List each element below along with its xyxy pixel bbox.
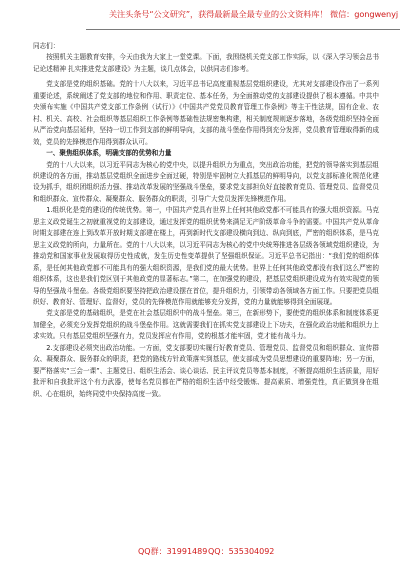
paragraph: 党的十八大以来，以习近平同志为核心的党中央，以提升组织力为重点，突出政治功能，把党的领导落实到基层组织建设的各方面，推动基层党组织全面进步全面过硬，特别是牢固树立大抓基层的鲜明导向，以党支部标准化规范化建设为抓手，组织团组织活力强、推动改革发展的坚强战斗堡垒，要求党支部担负好直接教育党员、管理党员、监督党员和组织群众、宣传群众、凝聚群众、服务群众的职责，引导广大党员发挥先锋模范作用。 bbox=[33, 160, 379, 203]
paragraph: 党支部是党的基础组织，是党在社会基层组织中的战斗堡垒。第三，在新形势下，要使党的组织体系和制度体系更加健全，必须充分发挥党组织的战斗堡垒作用。这就需要我们在抓实党支部建设上下功夫，在强化政治功能和组织力上求实效。只有基层党组织坚强有力，党员发挥应有作用，党的根基才能牢固，党才能有战斗力。 bbox=[33, 309, 379, 341]
greeting: 同志们： bbox=[33, 42, 60, 50]
section-heading: 一、聚焦组织体系，明确支部的优势和力量 bbox=[46, 149, 172, 158]
header-banner-text: 关注头条号“公文研究”，获得最新最全最专业的公文资料库！ 微信：gongwenyj bbox=[108, 9, 398, 19]
paragraph: 按照机关主题教育安排，今天由我为大家上一堂党课。下面，我围绕机关党支部工作实际，以《深入学习领会总书记论述精神 扎实推进党支部建设》为主题，谈几点体会，以供同志们参考。 bbox=[33, 53, 379, 73]
paragraph: 党支部是党的组织基础。党的十八大以来，习近平总书记高度重视基层党组织建设，尤其对支部建设作出了一系列重要论述，系统阐述了党支部的地位和作用、职责定位、基本任务，为全面推动党的支部建设提供了根本遵循。中共中央颁布实施《中国共产党支部工作条例（试行）》《中国共产党党员教育管理工作条例》等主干性法规，国有企业、农村、机关、高校、社会组织等基层组织工作条例等基础性法规密集构建，相关制度规则逐步落地，各级党组织坚持全面从严治党向基层延伸，坚持一切工作到支部的鲜明导向，支部的战斗堡垒作用得到充分发挥，党员教育管理取得新的成效，党员的先锋模范作用得到群众认可。 bbox=[33, 80, 379, 146]
paragraph: 2.支部建设必须突出政治功能。一方面，党支部要切实履行好教育党员、管理党员、监督党员和组织群众、宣传群众、凝聚群众、服务群众的职责，把党的路线方针政策落实到基层，使支部成为党员思想建设的重要阵地；另一方面，要严格落实“三会一课”、主题党日、组织生活会、谈心谈话、民主评议党员等基本制度，不断提高组织生活质量，用好批评和自我批评这个有力武器，使每名党员都在严格的组织生活中经受锻炼、提高素质、增强党性，真正做到身在组织、心在组织，始终同党中央保持高度一致。 bbox=[33, 343, 379, 398]
footer-qq-contact: QQ：535304092 bbox=[208, 547, 275, 556]
document-body bbox=[33, 41, 379, 400]
footer-qq-group: QQ群：31991489 bbox=[138, 547, 208, 556]
paragraph: 1.组织化是党的建设的传统优势。第一，中国共产党具有世界上任何其他政党都不可能具有的强大组织资源。马克思主义政党诞生之初就重视党的支部建设，通过发挥党的组织优势来满足无产阶级革命斗争的需要。中国共产党从革命时期支部建在连上到改革开放时期支部建在楼上，再到新时代支部建设横向到边、纵向到底，严密的组织体系，是马克思主义政党的所向，力量所在。党的十八大以来，以习近平同志为核心的党中央统筹推进各层级各领域党组织建设，为推动党和国家事业发展取得历史性成就，发生历史性变革提供了坚强组织保证。习近平总书记指出：“我们党的组织体系，是任何其他政党都不可能具有的强大组织资源，是我们党的最大优势。世界上任何其他政党都没有我们这么严密的组织体系，这也是我们党区别于其他政党的显著标志。”第二，在加强党的建设，把基层党组织建设成为有效实现党的领导的坚强战斗堡垒。各级党组织要坚持把政治建设摆在首位，提升组织力，引领带动各领域各方面工作。只要把党员组织好、教育好、管理好、监督好，党员的先锋模范作用就能够充分发挥，党的力量就能够得到全面展现。 bbox=[33, 206, 379, 306]
header-banner bbox=[86, 7, 400, 30]
